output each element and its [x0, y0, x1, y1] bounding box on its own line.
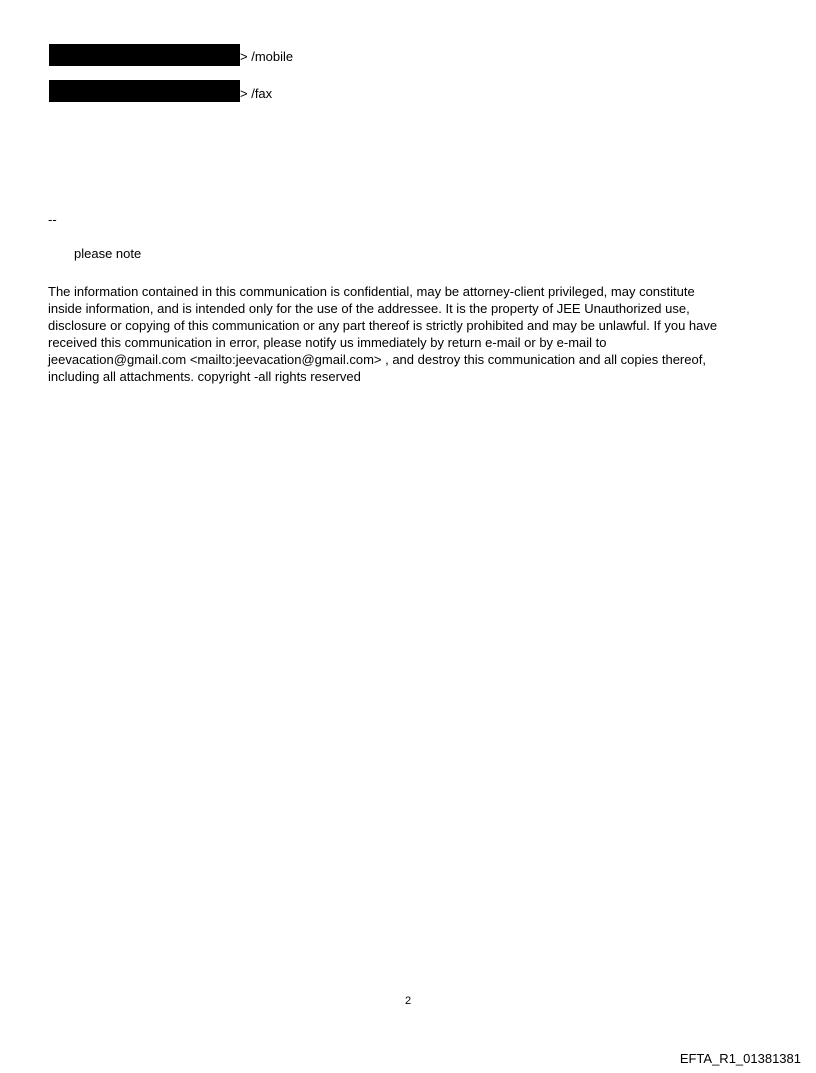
page-number: 2 — [404, 995, 412, 1007]
disclaimer-line: disclosure or copying of this communication or any part thereof is strictly prohibited and may be unlawful. If you have — [48, 318, 718, 333]
confidentiality-disclaimer — [48, 283, 768, 385]
signature-separator: -- — [48, 212, 57, 227]
disclaimer-line: The information contained in this communication is confidential, may be attorney-client privileged, may constitute — [48, 284, 695, 299]
fax-line: > /fax — [240, 86, 273, 101]
document-id: EFTA_R1_01381381 — [679, 1051, 801, 1066]
disclaimer-line: jeevacation@gmail.com <mailto:jeevacation@gmail.com> , and destroy this communication and all copies thereof, — [48, 352, 706, 367]
note-label: please note — [74, 246, 142, 261]
disclaimer-line: including all attachments. copyright -all rights reserved — [48, 369, 361, 384]
disclaimer-line: inside information, and is intended only for the use of the addressee. It is the property of JEE Unauthorized use, — [48, 301, 690, 316]
redaction-block-fax — [49, 80, 240, 102]
mobile-line: > /mobile — [240, 49, 294, 64]
disclaimer-line: received this communication in error, please notify us immediately by return e-mail or by e-mail to — [48, 335, 607, 350]
redaction-block-mobile — [49, 44, 240, 66]
